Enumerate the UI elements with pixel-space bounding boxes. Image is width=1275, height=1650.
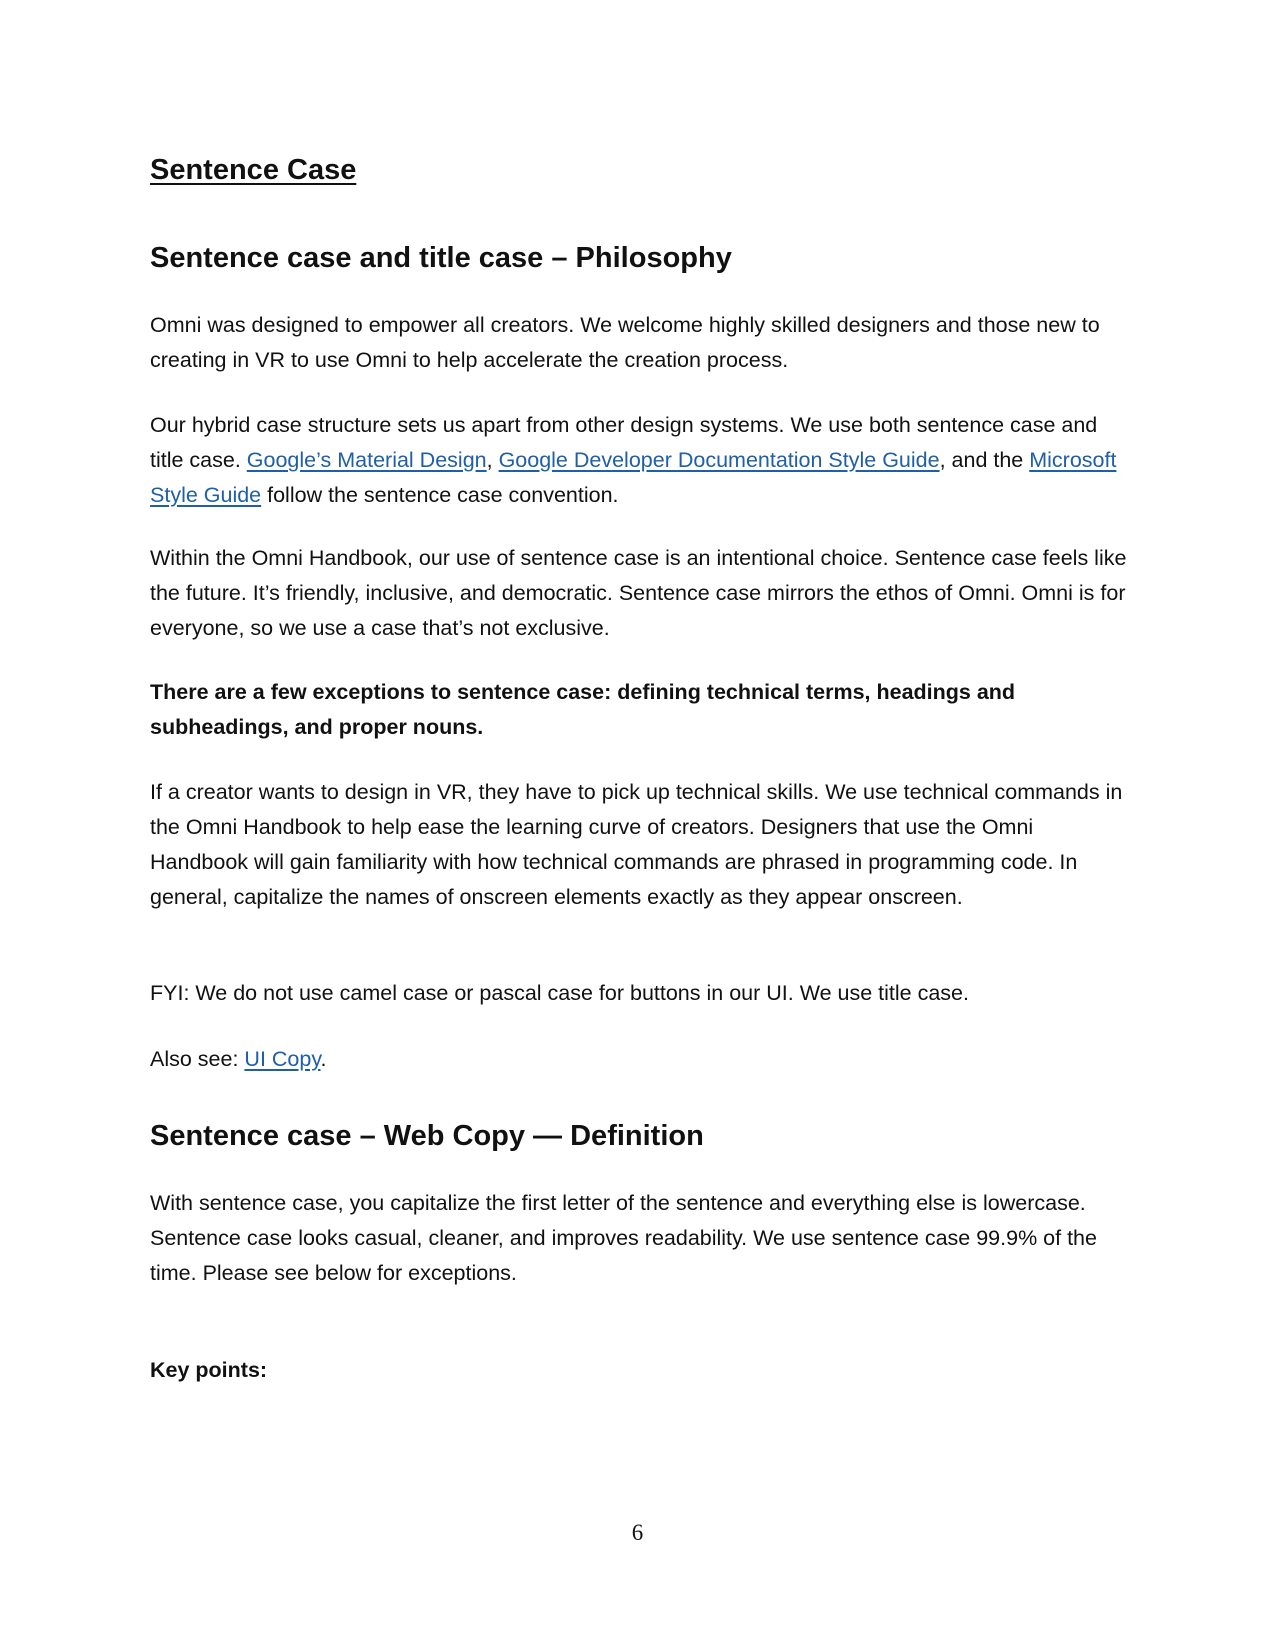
philosophy-paragraph-2 [150,408,1130,513]
definition-paragraph: With sentence case, you capitalize the first letter of the sentence and everything else is lowercase. Sentence case looks casual, cleaner, and improves readability. We use sentence case 99.9% of the time. Please see below for exceptions. [150,1191,1097,1285]
paragraph-text: , and the [939,448,1030,472]
paragraph-text: . [320,1047,327,1071]
section-title: Sentence Case [150,154,357,186]
paragraph-text: , [486,448,499,472]
paragraph-text: Our hybrid case structure sets us apart from other design systems. We use both sentence case and title case. [150,413,1098,472]
definition-heading: Sentence case – Web Copy — Definition [150,1120,704,1152]
microsoft-style-guide-link[interactable]: Microsoft Style Guide [150,448,1117,507]
philosophy-paragraph-1: Omni was designed to empower all creators. We welcome highly skilled designers and those new to creating in VR to use Omni to help accelerate the creation process. [150,313,1100,372]
paragraph-text: follow the sentence case convention. [261,483,619,507]
key-points-label: Key points: [150,1358,268,1382]
also-see-paragraph [150,1042,1130,1077]
philosophy-heading: Sentence case and title case – Philosophy [150,242,732,274]
fyi-paragraph: FYI: We do not use camel case or pascal case for buttons in our UI. We use title case. [150,981,969,1005]
paragraph-text: Also see: [150,1047,245,1071]
philosophy-paragraph-5: If a creator wants to design in VR, they have to pick up technical skills. We use technical commands in the Omni Handbook to help ease the learning curve of creators. Designers that use the Omni Handbook will gain familiarity with how technical commands are phrased in programming code. In general, capitalize the names of onscreen elements exactly as they appear onscreen. [150,780,1123,909]
ui-copy-link[interactable]: UI Copy [244,1047,321,1071]
developer-style-guide-link[interactable]: Google Developer Documentation Style Guide [498,448,940,472]
exceptions-paragraph: There are a few exceptions to sentence case: defining technical terms, headings and subheadings, and proper nouns. [150,680,1016,739]
page-number: 6 [631,1520,644,1545]
material-design-link[interactable]: Google’s Material Design [246,448,487,472]
philosophy-paragraph-3: Within the Omni Handbook, our use of sentence case is an intentional choice. Sentence case feels like the future. It’s friendly, inclusive, and democratic. Sentence case mirrors the ethos of Omni. Omni is for everyone, so we use a case that’s not exclusive. [150,546,1127,640]
